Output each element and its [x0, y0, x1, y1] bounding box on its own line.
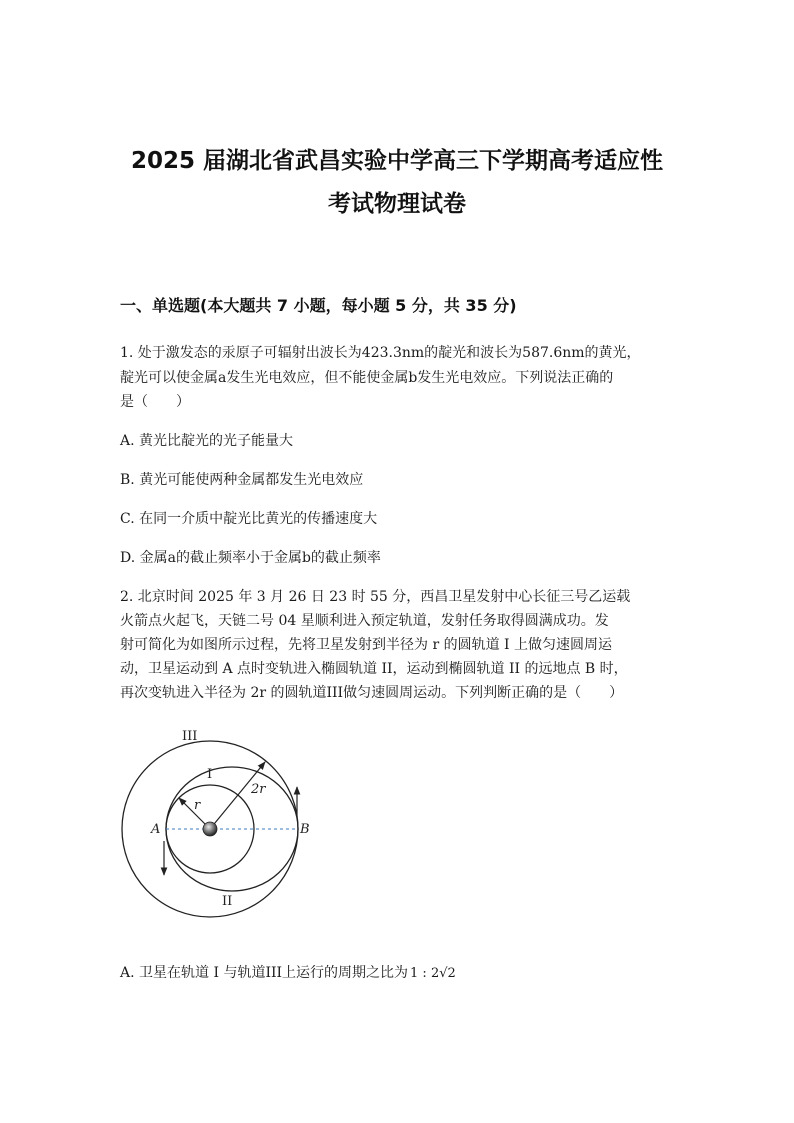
label-A: A: [151, 822, 161, 837]
q1-stem-line-2: 靛光可以使金属a发生光电效应，但不能使金属b发生光电效应。下列说法正确的: [120, 370, 614, 386]
label-B: B: [300, 822, 310, 837]
page-title-line-2: 考试物理试卷: [328, 191, 466, 217]
section-heading: 一、单选题(本大题共 7 小题，每小题 5 分，共 35 分): [120, 296, 517, 315]
q2-stem-line-3: 射可简化为如图所示过程，先将卫星发射到半径为 r 的圆轨道 I 上做匀速圆周运: [120, 637, 613, 653]
q2-option-a-ratio: 1 : 2√2: [410, 966, 456, 981]
q2-stem-line-5: 再次变轨进入半径为 2r 的圆轨道III做匀速圆周运动。下列判断正确的是（ ）: [120, 685, 624, 701]
label-orbit-3: III: [182, 729, 198, 744]
q1-stem-line-3: 是（ ）: [120, 394, 190, 410]
q2-option-a: [120, 962, 456, 982]
q1-stem-line-1: 1. 处于激发态的汞原子可辐射出波长为423.3nm的靛光和波长为587.6nm的黄光，: [120, 345, 641, 361]
orbit-diagram: [100, 725, 330, 925]
label-orbit-2: II: [222, 894, 233, 909]
q1-option-d: D. 金属a的截止频率小于金属b的截止频率: [120, 550, 381, 566]
q2-stem-line-4: 动，卫星运动到 A 点时变轨进入椭圆轨道 II，运动到椭圆轨道 II 的远地点 B 时，: [120, 661, 628, 677]
label-2r: 2r: [251, 782, 266, 797]
label-orbit-1: I: [207, 767, 213, 782]
q2-stem-line-2: 火箭点火起飞，天链二号 04 星顺利进入预定轨道，发射任务取得圆满成功。发: [120, 613, 609, 629]
page-title-line-1: 2025 届湖北省武昌实验中学高三下学期高考适应性: [130, 148, 664, 174]
q2-option-a-text: A. 卫星在轨道 I 与轨道III上运行的周期之比为: [120, 965, 409, 981]
q1-option-b: B. 黄光可能使两种金属都发生光电效应: [120, 472, 364, 488]
q1-option-c: C. 在同一介质中靛光比黄光的传播速度大: [120, 511, 378, 527]
label-r: r: [194, 798, 201, 813]
earth-icon: [203, 822, 217, 836]
q1-option-a: A. 黄光比靛光的光子能量大: [120, 433, 294, 449]
q2-stem-line-1: 2. 北京时间 2025 年 3 月 26 日 23 时 55 分，西昌卫星发射中心长征三号乙运载: [120, 589, 631, 605]
